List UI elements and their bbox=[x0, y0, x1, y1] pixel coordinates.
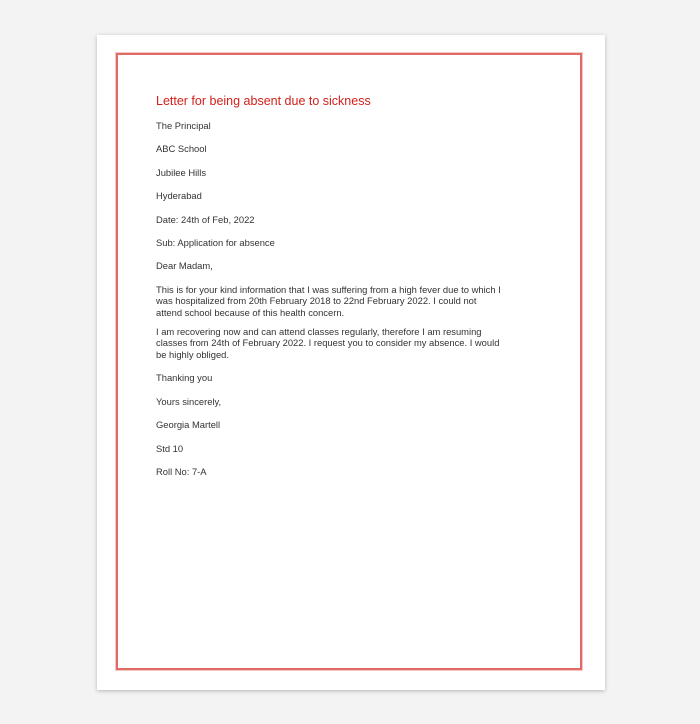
recipient-city: Hyderabad bbox=[156, 190, 202, 202]
sender-roll-number: Roll No: 7-A bbox=[156, 465, 207, 477]
recipient-area: Jubilee Hills bbox=[156, 166, 207, 178]
recipient-name: The Principal bbox=[156, 120, 211, 131]
letter-date: Date: 24th of Feb, 2022 bbox=[156, 213, 255, 225]
salutation: Dear Madam, bbox=[156, 260, 213, 272]
letter-title: Letter for being absent due to sickness bbox=[156, 94, 371, 108]
thanks-line: Thanking you bbox=[156, 372, 213, 384]
body-paragraph: This is for your kind information that I was suffering from a high fever due to which I was hospitalized from 20th February 2018 to 22nd February 2022. I could not attend school because of this health concern. bbox=[156, 283, 501, 318]
document-page bbox=[97, 35, 605, 690]
recipient-school: ABC School bbox=[156, 143, 207, 155]
sender-name: Georgia Martell bbox=[156, 419, 221, 431]
body-paragraph: I am recovering now and can attend classes regularly, therefore I am resuming classes from 24th of February 2022. I request you to consider my absence. I would be highly obliged. bbox=[156, 326, 500, 360]
letter-body bbox=[156, 94, 501, 489]
sender-class: Std 10 bbox=[156, 442, 184, 454]
closing-line: Yours sincerely, bbox=[156, 395, 222, 407]
letter-subject: Sub: Application for absence bbox=[156, 237, 275, 249]
